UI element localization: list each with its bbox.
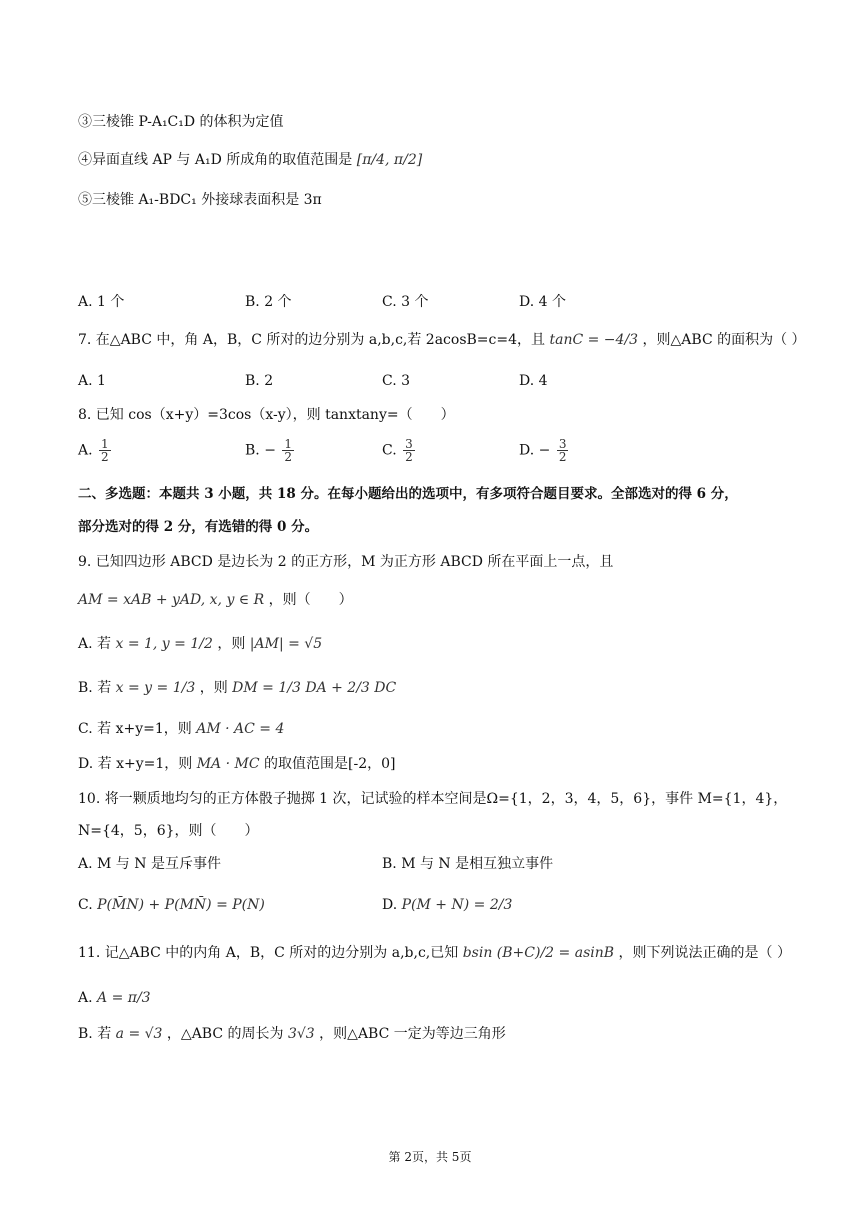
statement-4-text: ④异面直线 AP 与 A₁D 所成角的取值范围是	[78, 152, 353, 168]
denominator: 2	[284, 450, 293, 464]
q10-c-formula: P(M̄N) + P(MN̄) = P(N)	[97, 897, 265, 913]
q11-a-label: A.	[78, 990, 93, 1006]
q7-option-a: A. 1	[78, 373, 106, 389]
q7-text-b: ，则△ABC 的面积为（ ）	[642, 332, 806, 348]
q10-d-formula: P(M + N) = 2/3	[401, 897, 513, 913]
denominator: 2	[558, 450, 567, 464]
q7-option-c: C. 3	[382, 373, 411, 389]
q9-b-result: DM = 1/3 DA + 2/3 DC	[232, 680, 397, 696]
q11-b-formula-perimeter: 3√3	[287, 1026, 315, 1042]
q8-option-d-fraction	[557, 438, 569, 463]
q11-text-b: ，则下列说法正确的是（ ）	[618, 945, 791, 961]
q11-option-b	[78, 1024, 506, 1044]
q8-option-b-sign: −	[264, 442, 276, 459]
q9-stem: 9. 已知四边形 ABCD 是边长为 2 的正方形，M 为正方形 ABCD 所在平面上一点，且	[78, 554, 614, 570]
numerator: 3	[558, 437, 567, 451]
q11-b-prefix: B. 若	[78, 1026, 112, 1042]
q8-option-a	[78, 438, 113, 463]
denominator: 2	[405, 450, 413, 464]
q8-option-c-fraction	[403, 438, 415, 463]
q7-text-a: 7. 在△ABC 中，角 A，B，C 所对的边分别为 a,b,c,若 2acosB=c=4，且	[78, 332, 546, 348]
q8-option-b-label: B.	[245, 442, 260, 459]
q9-condition-suffix: ，则（ ）	[268, 592, 353, 608]
denominator: 2	[101, 450, 109, 464]
q10-option-b: B. M 与 N 是相互独立事件	[382, 856, 554, 872]
q8-option-b	[245, 438, 296, 463]
statement-3: ③三棱锥 P-A₁C₁D 的体积为定值	[78, 114, 284, 130]
statement-4	[78, 150, 422, 170]
q8-option-c-label: C.	[382, 442, 397, 459]
numerator: 3	[405, 437, 413, 451]
q9-c-prefix: C. 若 x+y=1，则	[78, 721, 192, 737]
q8-stem: 8. 已知 cos（x+y）=3cos（x-y），则 tanxtany=（ ）	[78, 407, 455, 423]
q8-option-b-fraction	[282, 438, 294, 463]
tanc-formula: tanC = −4/3	[549, 332, 639, 348]
q9-b-condition: x = y = 1/3	[115, 680, 196, 696]
q8-option-d-label: D.	[519, 442, 535, 459]
q11-option-a	[78, 988, 151, 1008]
q9-d-prefix: D. 若 x+y=1，则	[78, 756, 193, 772]
numerator: 1	[101, 437, 109, 451]
q9-option-c	[78, 719, 284, 739]
q10-c-label: C.	[78, 897, 93, 913]
section-2-heading-line1: 二、多选题：本题共 3 小题，共 18 分。在每小题给出的选项中，有多项符合题目要求。全部选对的得 6 分，	[78, 486, 738, 502]
q9-c-result: AM · AC = 4	[196, 721, 285, 737]
section-2-heading-line2: 部分选对的得 2 分，有选错的得 0 分。	[78, 519, 319, 535]
q8-option-c	[382, 438, 417, 463]
statement-5: ⑤三棱锥 A₁-BDC₁ 外接球表面积是 3π	[78, 192, 322, 208]
q9-option-b	[78, 678, 396, 698]
q9-a-result: |AM| = √5	[249, 636, 323, 652]
page-footer: 第 2页，共 5页	[388, 1150, 472, 1164]
q11-text-a: 11. 记△ABC 中的内角 A，B，C 所对的边分别为 a,b,c,已知	[78, 945, 459, 961]
q7-stem	[78, 330, 806, 350]
q8-option-a-label: A.	[78, 442, 93, 459]
q10-stem-line1: 10. 将一颗质地均匀的正方体骰子抛掷 1 次，记试验的样本空间是Ω={1，2，3，4，5，6}，事件 M={1，4}，	[78, 791, 788, 807]
vector-condition-formula: AM = xAB + yAD, x, y ∈ R	[78, 592, 265, 608]
q7-option-d: D. 4	[519, 373, 548, 389]
q9-condition	[78, 590, 353, 610]
q9-option-d	[78, 754, 395, 774]
angle-range-formula: [π/4, π/2]	[356, 152, 423, 168]
q11-b-formula-a: a = √3	[115, 1026, 163, 1042]
q9-b-prefix: B. 若	[78, 680, 112, 696]
q9-d-formula: MA · MC	[196, 756, 260, 772]
q9-d-suffix: 的取值范围是[-2，0]	[264, 756, 396, 772]
q9-a-condition: x = 1, y = 1/2	[115, 636, 213, 652]
q10-option-d	[382, 895, 512, 915]
q11-condition-formula: bsin (B+C)/2 = asinB	[462, 945, 615, 961]
q10-d-label: D.	[382, 897, 398, 913]
q11-stem	[78, 943, 791, 963]
q10-stem-line2: N={4，5，6}，则（ ）	[78, 823, 259, 839]
q9-a-prefix: A. 若	[78, 636, 112, 652]
q10-option-a: A. M 与 N 是互斥事件	[78, 856, 221, 872]
q8-option-a-fraction	[99, 438, 111, 463]
q11-b-suffix: ，则△ABC 一定为等边三角形	[319, 1026, 506, 1042]
q8-option-d-sign: −	[538, 442, 551, 459]
q9-b-mid: ，则	[199, 680, 228, 696]
q11-a-formula: A = π/3	[97, 990, 151, 1006]
q11-b-mid: ，△ABC 的周长为	[166, 1026, 284, 1042]
q6-option-c: C. 3 个	[382, 294, 429, 310]
q6-option-d: D. 4 个	[519, 294, 566, 310]
q7-option-b: B. 2	[245, 373, 274, 389]
q6-option-b: B. 2 个	[245, 294, 292, 310]
q10-option-c	[78, 895, 265, 915]
q8-option-d	[519, 438, 570, 463]
numerator: 1	[284, 437, 293, 451]
q6-option-a: A. 1 个	[78, 294, 125, 310]
q9-option-a	[78, 634, 322, 654]
q9-a-mid: ，则	[217, 636, 246, 652]
